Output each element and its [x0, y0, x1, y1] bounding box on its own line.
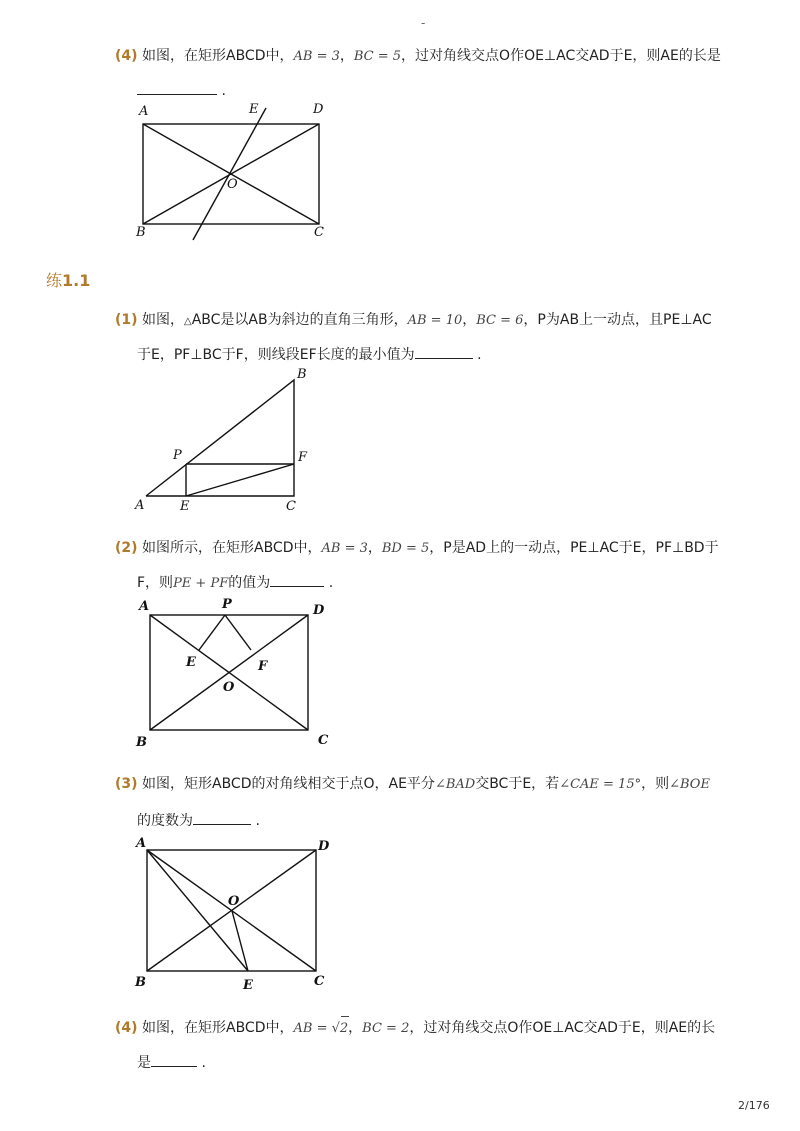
- question-number: (4): [115, 48, 138, 64]
- label-D: D: [318, 839, 330, 854]
- label-B: B: [135, 975, 146, 990]
- section-heading: 练1.1: [46, 271, 91, 290]
- label-B: B: [136, 225, 146, 240]
- label-D: D: [313, 102, 324, 117]
- question-3-line1: (3) 如图，矩形ABCD的对角线相交于点O，AE平分∠BAD交BC于E，若∠CAE = 15°，则∠BOE: [115, 776, 710, 792]
- question-4b-line2: 是 .: [137, 1052, 206, 1073]
- header-dash: -: [421, 16, 426, 30]
- triangle-symbol: △: [184, 316, 192, 327]
- label-A: A: [136, 836, 147, 851]
- question-1-line1: (1) 如图，△ABC是以AB为斜边的直角三角形，AB = 10，BC = 6，P为AB上一动点，且PE⊥AC: [115, 312, 712, 328]
- question-4a-line1: (4) 如图，在矩形ABCD中，AB = 3，BC = 5，过对角线交点O作OE⊥AC交AD于E，则AE的长是: [115, 48, 721, 64]
- label-C: C: [314, 225, 324, 240]
- question-3-line2: 的度数为 .: [137, 810, 260, 831]
- page-number: 2/176: [738, 1099, 770, 1112]
- sqrt-two: √2: [332, 1019, 349, 1039]
- label-C: C: [314, 974, 325, 989]
- label-O: O: [223, 680, 235, 695]
- label-E: E: [243, 978, 253, 993]
- question-number: (1): [115, 312, 138, 328]
- label-E: E: [249, 102, 259, 117]
- label-P: P: [173, 448, 182, 463]
- label-E: E: [180, 499, 190, 514]
- label-P: P: [222, 597, 232, 612]
- label-C: C: [318, 733, 329, 748]
- label-B: B: [297, 367, 307, 382]
- question-number: (3): [115, 776, 138, 792]
- question-2-line1: (2) 如图所示，在矩形ABCD中，AB = 3，BD = 5，P是AD上的一动点，PE⊥AC于E，PF⊥BD于: [115, 540, 719, 556]
- label-O: O: [227, 177, 238, 192]
- question-4b-line1: (4) 如图，在矩形ABCD中，AB = √2，BC = 2，过对角线交点O作OE⊥AC交AD于E，则AE的长: [115, 1018, 715, 1039]
- segment-ae: [147, 850, 248, 971]
- label-E: E: [186, 655, 196, 670]
- label-B: B: [136, 735, 147, 750]
- label-C: C: [286, 499, 296, 514]
- label-A: A: [139, 599, 150, 614]
- question-number: (2): [115, 540, 138, 556]
- label-A: A: [135, 498, 145, 513]
- question-number: (4): [115, 1020, 138, 1036]
- label-O: O: [228, 894, 240, 909]
- question-4a-line2: .: [137, 80, 226, 101]
- label-F: F: [258, 659, 268, 674]
- label-F: F: [298, 450, 308, 465]
- question-2-line2: F，则PE + PF的值为 .: [137, 572, 333, 594]
- answer-blank[interactable]: [151, 1052, 197, 1067]
- label-D: D: [313, 603, 325, 618]
- question-1-line2: 于E，PF⊥BC于F，则线段EF长度的最小值为 .: [137, 344, 482, 365]
- label-A: A: [139, 104, 149, 119]
